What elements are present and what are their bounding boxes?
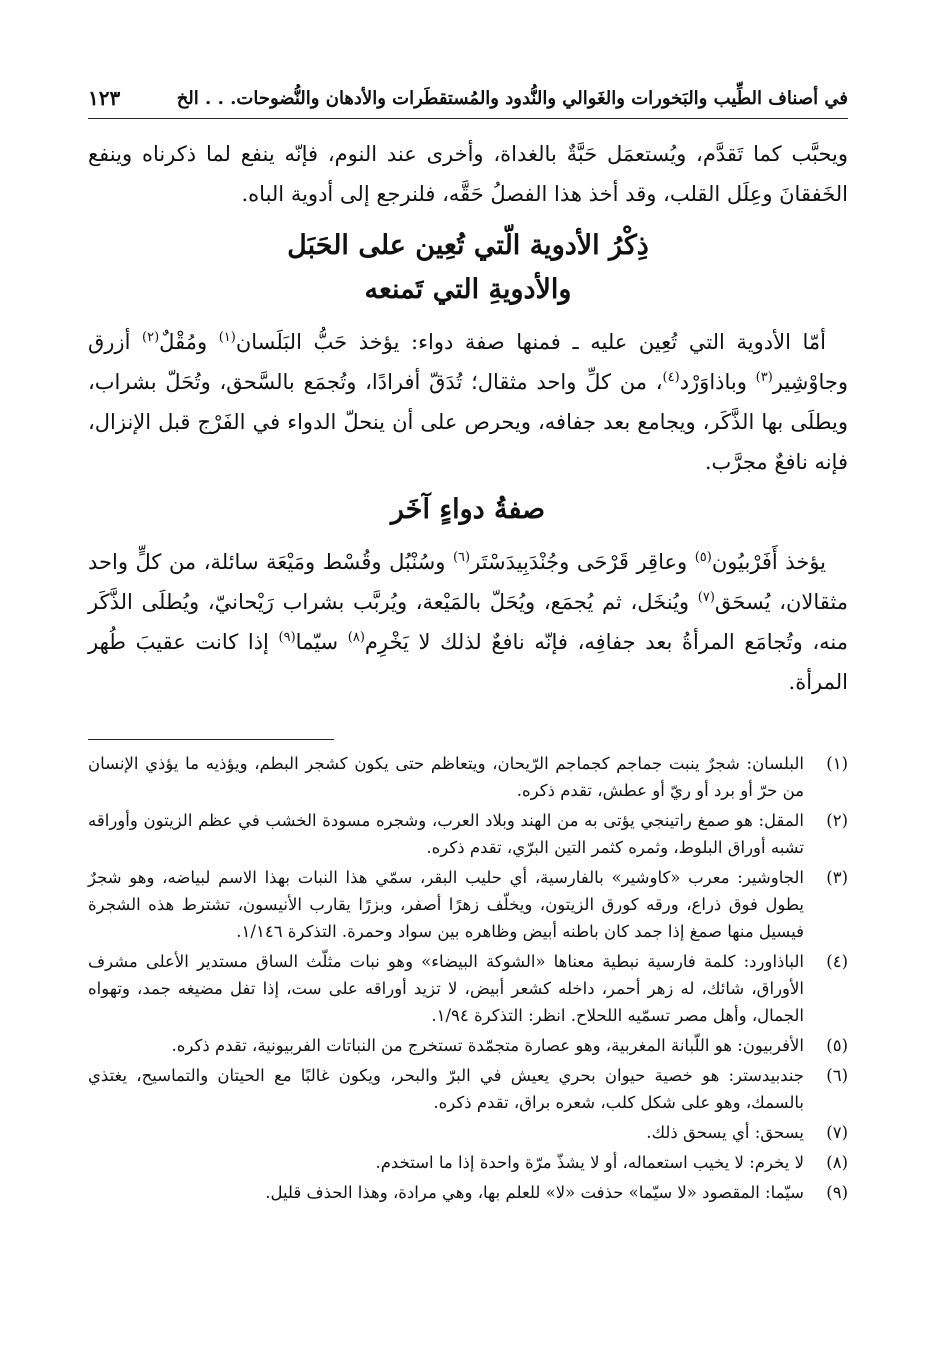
footnote-separator — [88, 739, 334, 740]
footnote-number: (٩) — [826, 1183, 848, 1202]
footnote-5 — [88, 1032, 848, 1059]
paragraph-remedy-1 — [88, 322, 848, 482]
footnote-number: (٦) — [826, 1066, 848, 1085]
section-heading-another-remedy — [88, 488, 848, 532]
heading-another-remedy: صفةُ دواءٍ آخَر — [390, 494, 546, 525]
footnote-text: المقل: هو صمغ راتينجي يؤتى به من الهند وبلاد العرب، وشجره مسودة الخشب في عظم الزيتون وأوراقه تشبه أوراق البلوط، وثمره كثمر التين البرّي، تقدم ذكره. — [88, 811, 804, 857]
text-run: ومُقْلٌ — [159, 330, 219, 354]
footnote-text: سيّما: المقصود «لا سيّما» حذفت «لا» للعلم بها، وهي مرادة، وهذا الحذف قليل. — [265, 1183, 804, 1202]
footnote-9 — [88, 1179, 848, 1206]
footnote-2 — [88, 807, 848, 861]
footnote-ref-3[interactable]: (٣) — [755, 370, 773, 385]
main-text — [88, 134, 848, 702]
text-run: أزرق وجاوْشِير — [88, 330, 848, 394]
text-run: إذا كانت عقيبَ طُهر المرأة. — [88, 630, 848, 694]
footnote-ref-7[interactable]: (٧) — [697, 590, 715, 605]
footnote-number: (١) — [826, 754, 848, 773]
footnote-8 — [88, 1149, 848, 1176]
footnote-text: لا يخرم: لا يخيب استعماله، أو لا يشذّ مرّة واحدة إذا ما استخدم. — [375, 1153, 804, 1172]
footnote-7 — [88, 1119, 848, 1146]
running-title: في أصناف الطِّيب والبَخورات والغَوالي والنُّدود والمُستقطَرات والأدهان والنُّضوحات. . . الخ — [176, 87, 848, 109]
footnote-ref-2[interactable]: (٢) — [142, 330, 160, 345]
text-run: وباذاوَرْد — [679, 370, 756, 394]
footnote-text: يسحق: أي يسحق ذلك. — [646, 1123, 804, 1142]
text-run: ويُنخَل، ثم يُجمَع، ويُحَلّ بالمَيْعة، ويُربَّب بشراب رَيْحانيّ، ويُطلَى الذَّكَر منه، وتُجامَع المرأةُ بعد جفافِه، فإنّه نافعٌ لذلك لا يَخْرِم — [88, 590, 848, 654]
text-run: وعاقِر قَرْحَى وجُنْدَبِيدَسْتَر — [470, 550, 695, 574]
footnote-text: جندبيدستر: هو خصية حيوان بحري يعيش في البرّ والبحر، ويكون غالبًا مع الحيتان والتماسيح، يغتذي بالسمك، وهو على شكل كلب، شعره براق، تقدم ذكره. — [88, 1066, 804, 1112]
footnote-number: (٨) — [826, 1153, 848, 1172]
heading-line-1: ذِكْرُ الأدوية الّتي تُعِين على الحَبَل — [287, 230, 649, 261]
footnote-3 — [88, 864, 848, 945]
footnote-ref-4[interactable]: (٤) — [662, 370, 680, 385]
text-run: وسُنْبُل وقُسْط ومَيْعَة سائلة، من كلٍّ واحد مثقالان، يُسحَق — [88, 550, 848, 614]
paragraph-intro: ويحبَّب كما تَقدَّم، ويُستعمَل حَبَّةٌ بالغداة، وأخرى عند النوم، فإنّه ينفع لما ذكرناه وينفع الخَفقانَ وعِلَل القلب، وقد أخذ هذا الفصلُ حَقَّه، فلنرجع إلى أدوية الباه. — [88, 142, 848, 206]
footnote-number: (٧) — [826, 1123, 848, 1142]
footnotes — [88, 750, 848, 1209]
footnote-ref-9[interactable]: (٩) — [278, 630, 296, 645]
footnote-number: (٢) — [826, 811, 848, 830]
footnote-text: البلسان: شجرٌ ينبت جماجم كجماجم الرّيحان، ويتعاظم حتى يكون كشجر البطم، ويؤذيه ما يؤذي الإنسان من حرّ أو برد أو ريّ أو عطش، تقدم ذكره. — [88, 754, 804, 800]
footnote-text: الباذاورد: كلمة فارسية نبطية معناها «الشوكة البيضاء» وهو نبات مثلّث الساق مستدير الأعلى مشرف الأوراق، شائك، له زهر أحمر، داخله كشعر أبيض، لا تزيد أوراقه على ست، إذا تفل مضيغه جمد، وتهواه الجمال، وأهل مصر تسمّيه اللحلاح. انظر: التذكرة ١/٩٤. — [88, 952, 804, 1025]
footnote-1 — [88, 750, 848, 804]
book-page — [88, 0, 848, 1359]
text-run: أمّا الأدوية التي تُعِين عليه ـ فمنها صفة دواء: يؤخذ حَبُّ البَلَسان — [235, 330, 826, 354]
text-run: ، من كلِّ واحد مثقال؛ تُدَقّ أفرادًا، وتُجمَع بالسَّحق، وتُحَلّ بشراب، ويطلَى بها الذَّكَر، ويجامع بعد جفافه، ويحرص على أن ينحلّ الدواء في الفَرْج قبل الإنزال، فإنه نافعٌ مجرَّب. — [88, 370, 848, 474]
footnote-number: (٣) — [826, 868, 848, 887]
footnote-4 — [88, 948, 848, 1029]
paragraph-remedy-2 — [88, 542, 848, 702]
footnote-ref-6[interactable]: (٦) — [452, 550, 471, 565]
heading-line-2: والأدويةِ التي تَمنعه — [364, 274, 572, 305]
footnote-text: الأفربيون: هو اللّبانة المغربية، وهو عصارة متجمّدة تستخرج من النباتات الفربيونية، تقدم ذكره. — [171, 1036, 804, 1055]
footnote-ref-1[interactable]: (١) — [218, 330, 236, 345]
text-run: يؤخذ أَفَرْبيُون — [711, 550, 826, 574]
footnote-text: الجاوشير: معرب «كاوشير» بالفارسية، أي حليب البقر، سمّي هذا النبات بهذا الاسم لبياضه، وهو شجرٌ يطول فوق ذراع، ورقه كورق الزيتون، ويخلّف زهرًا أصفر، وبزرًا يقارب الأنيسون، تشترط هذه الشجرة فيسيل منها صمغ إذا جمد كان باطنه أبيض وظاهره بين سواد وحمرة. التذكرة ١/١٤٦. — [88, 868, 804, 941]
page-header — [88, 78, 848, 119]
footnote-6 — [88, 1062, 848, 1116]
footnote-ref-5[interactable]: (٥) — [694, 550, 712, 565]
footnote-ref-8[interactable]: (٨) — [347, 630, 365, 645]
footnote-number: (٤) — [826, 952, 848, 971]
footnote-number: (٥) — [826, 1036, 848, 1055]
section-heading-pregnancy — [88, 224, 848, 312]
text-run: سيّما — [295, 630, 348, 654]
page-number: ١٢٣ — [88, 86, 121, 110]
